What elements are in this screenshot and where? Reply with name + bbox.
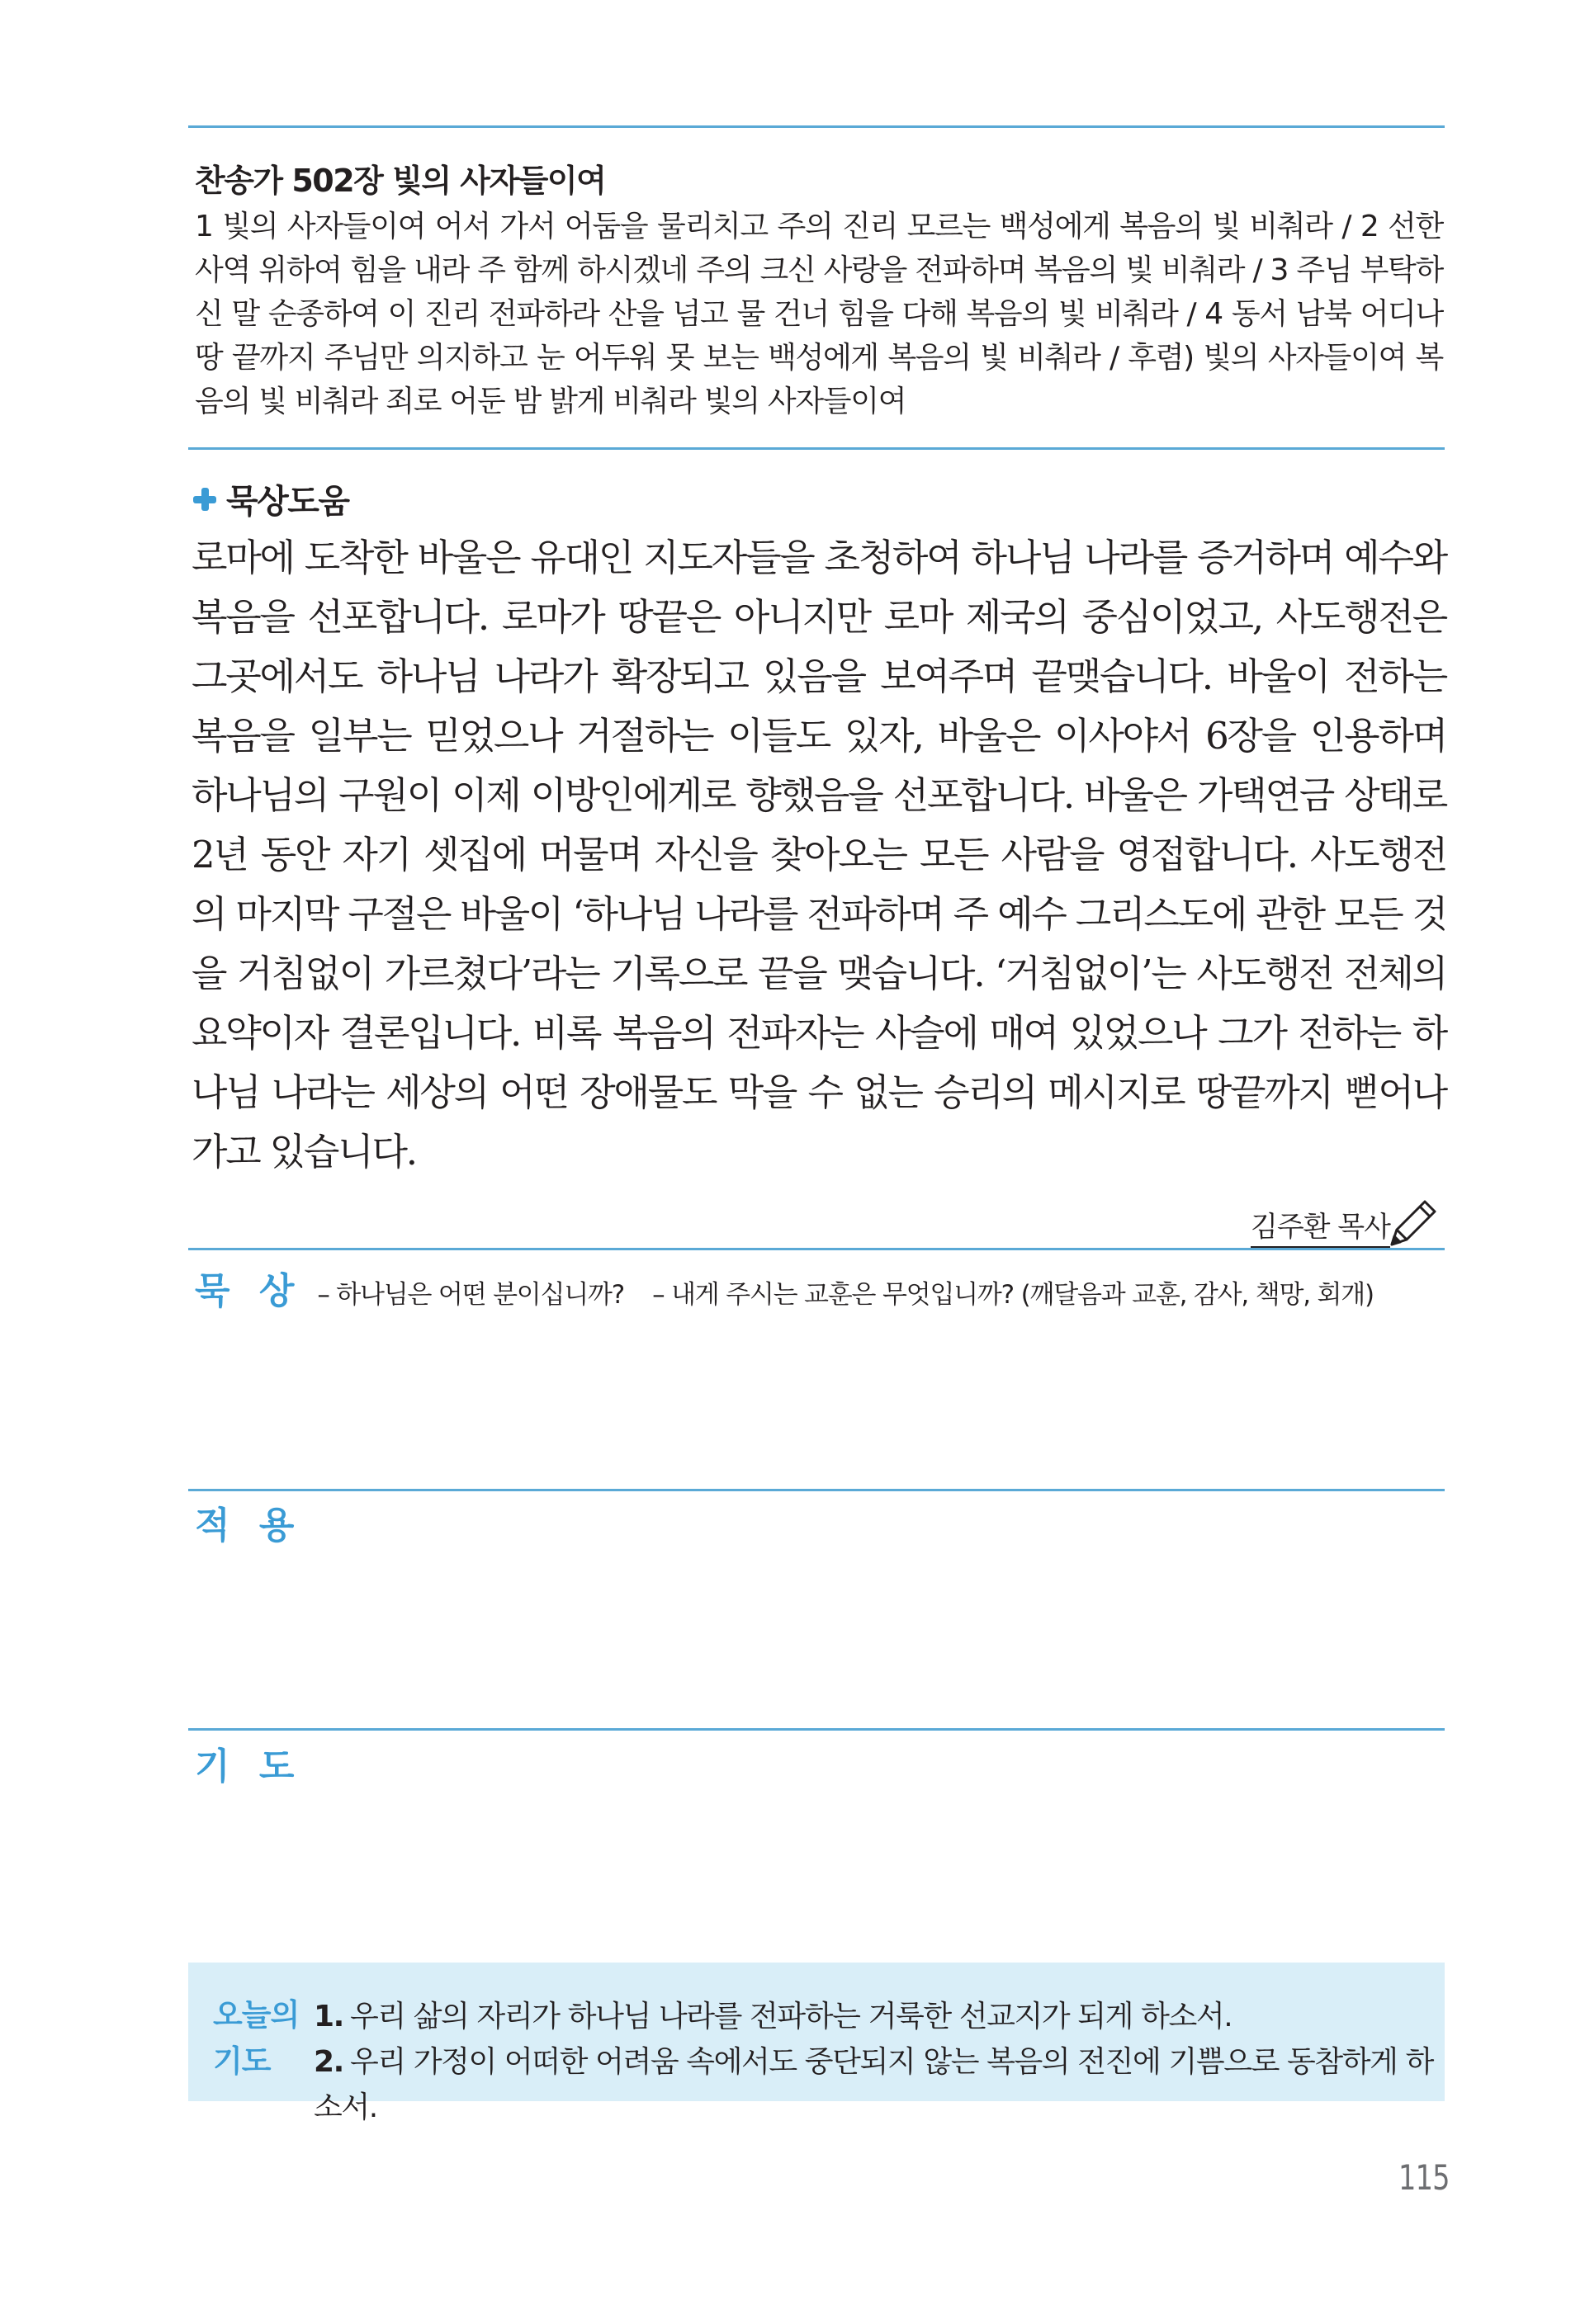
hymn-title: 찬송가 502장 빛의 사자들이여 [195,163,606,199]
top-rule [188,125,1445,128]
plus-icon [193,488,216,511]
hymn-lyrics: 1 빛의 사자들이여 어서 가서 어둠을 물리치고 주의 진리 모르는 백성에게 복음의 빛 비춰라 / 2 선한 사역 위하여 힘을 내라 주 함께 하시겠네 주의 크신 사랑을 전파하며 복음의 빛 비춰라 / 3 주님 부탁하신 말 순종하여 이 진리 전파하라 산을 넘고 물 건너 힘을 다해 복음의 빛 비춰라 / 4 동서 남북 어디나 땅 끝까지 주님만 의지하고 눈 어두워 못 보는 백성에게 복음의 빛 비춰라 / 후렴) 빛의 사자들이여 복음의 빛 비춰라 죄로 어둔 밤 밝게 비춰라 빛의 사자들이여 [195,210,1443,418]
todays-prayer-label [213,1992,299,2085]
meditation-help-heading [193,475,349,522]
todays-prayer-label-line2: 기도 [213,2043,271,2079]
prayer-label: 기 도 [195,1745,303,1788]
hymn-bottom-rule [188,447,1445,450]
todays-prayer-item-number: 2. [314,2045,343,2079]
todays-prayer-item [314,1994,1445,2039]
meditation-question-1: – 하나님은 어떤 분이십니까? [317,1280,625,1310]
meditation-help-heading-text: 묵상도움 [226,483,349,521]
todays-prayer-item-text: 우리 가정이 어떠한 어려움 속에서도 중단되지 않는 복음의 전진에 기쁨으로 동참하게 하소서. [314,2045,1433,2124]
application-label: 적 용 [195,1504,303,1547]
todays-prayer-items [314,1994,1445,2130]
author-name: 김주환 목사 [1251,1204,1390,1248]
prayer-top-rule [188,1728,1445,1731]
todays-prayer-item-text: 우리 삶의 자리가 하나님 나라를 전파하는 거룩한 선교지가 되게 하소서. [349,2000,1233,2034]
meditation-label: 묵 상 [195,1270,303,1312]
todays-prayer-item [314,2039,1445,2130]
author-signature [1251,1197,1440,1248]
todays-prayer-item-number: 1. [314,2000,343,2034]
application-top-rule [188,1489,1445,1491]
meditation-help-body: 로마에 도착한 바울은 유대인 지도자들을 초청하여 하나님 나라를 증거하며 예수와 복음을 선포합니다. 로마가 땅끝은 아니지만 로마 제국의 중심이었고, 사도행전은 그곳에서도 하나님 나라가 확장되고 있음을 보여주며 끝맺습니다. 바울이 전하는 복음을 일부는 믿었으나 거절하는 이들도 있자, 바울은 이사야서 6장을 인용하며 하나님의 구원이 이제 이방인에게로 향했음을 선포합니다. 바울은 가택연금 상태로 2년 동안 자기 셋집에 머물며 자신을 찾아오는 모든 사람을 영접합니다. 사도행전의 마지막 구절은 바울이 ‘하나님 나라를 전파하며 주 예수 그리스도에 관한 모든 것을 거침없이 가르쳤다’라는 기록으로 끝을 맺습니다. ‘거침없이’는 사도행전 전체의 요약이자 결론입니다. 비록 복음의 전파자는 사슬에 매여 있었으나 그가 전하는 하나님 나라는 세상의 어떤 장애물도 막을 수 없는 승리의 메시지로 땅끝까지 뻗어나가고 있습니다. [192,536,1446,1174]
meditation-question-2: – 내게 주시는 교훈은 무엇입니까? (깨달음과 교훈, 감사, 책망, 회개) [652,1280,1374,1310]
page-number: 115 [1398,2157,1450,2198]
meditation-row [195,1261,1374,1314]
meditation-top-rule [188,1248,1445,1250]
todays-prayer-box [188,1963,1445,2124]
pencil-icon [1385,1197,1440,1249]
todays-prayer-label-line1: 오늘의 [213,1997,300,2033]
